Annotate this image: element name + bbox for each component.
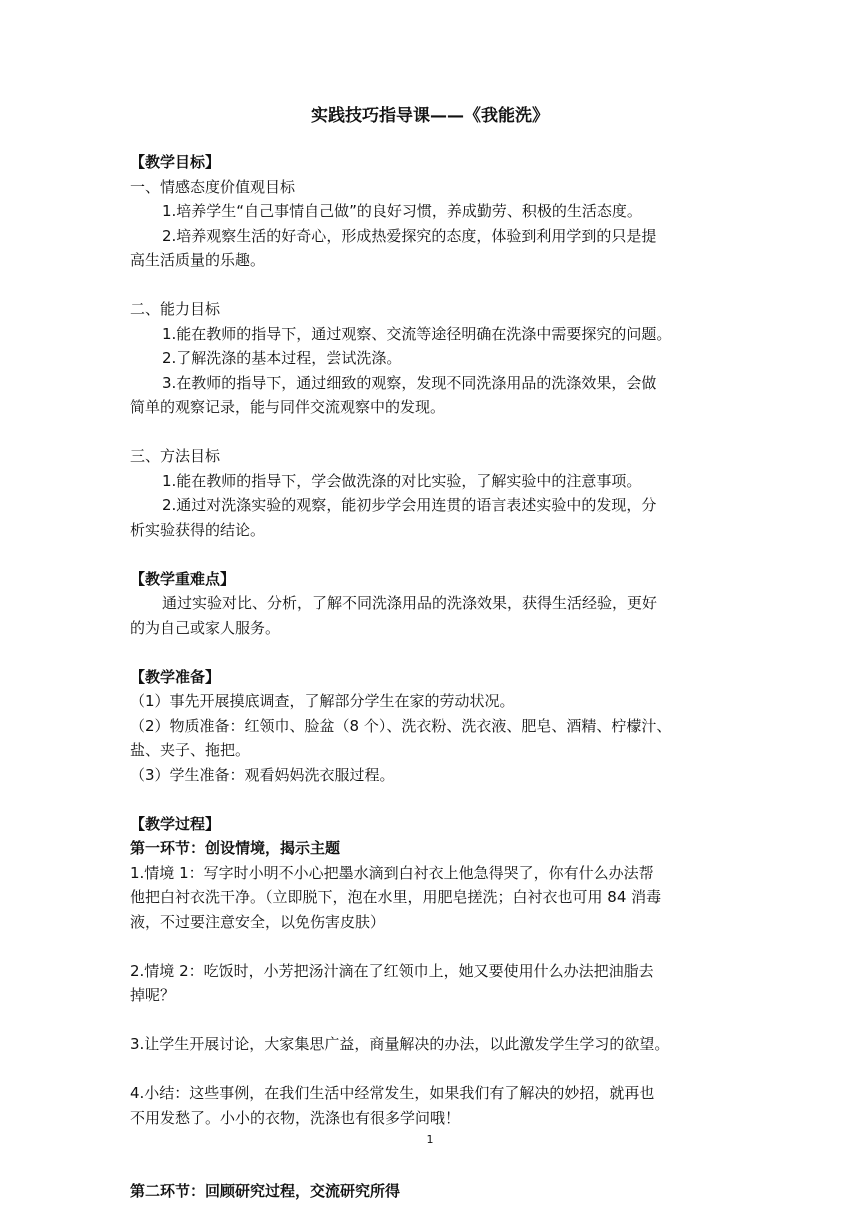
goal2-heading: 二、能力目标 xyxy=(130,300,221,318)
prep-item2-line2: 盐、夹子、拖把。 xyxy=(130,741,251,759)
prep-item2-line1: （2）物质准备：红领巾、脸盆（8 个）、洗衣粉、洗衣液、肥皂、酒精、柠檬汁、 xyxy=(130,716,672,735)
goal1-item2-line1: 2.培养观察生活的好奇心，形成热爱探究的态度，体验到利用学到的只是提 xyxy=(162,226,657,245)
spacer xyxy=(130,273,730,298)
spacer xyxy=(130,934,730,959)
stage1-item1-line1: 1.情境 1：写字时小明不小心把墨水滴到白衬衣上他急得哭了，你有什么办法帮 xyxy=(130,863,654,882)
document-title: 实践技巧指导课——《我能洗》 xyxy=(311,106,549,126)
goal3-item2-line2: 析实验获得的结论。 xyxy=(130,520,266,539)
document-body xyxy=(130,150,730,1204)
stage1-heading: 第一环节：创设情境，揭示主题 xyxy=(130,839,341,857)
goal2-item1: 1.能在教师的指导下，通过观察、交流等途径明确在洗涤中需要探究的问题。 xyxy=(162,324,672,343)
goal3-heading: 三、方法目标 xyxy=(130,447,221,465)
goal3-item1: 1.能在教师的指导下，学会做洗涤的对比实验，了解实验中的注意事项。 xyxy=(162,471,642,490)
goal2-item3-line2: 简单的观察记录，能与同伴交流观察中的发现。 xyxy=(130,398,446,416)
stage1-item3: 3.让学生开展讨论，大家集思广益，商量解决的办法，以此激发学生学习的欲望。 xyxy=(130,1035,670,1053)
prep-item1: （1）事先开展摸底调查，了解部分学生在家的劳动状况。 xyxy=(130,692,515,710)
goal1-item1: 1.培养学生“自己事情自己做”的良好习惯，养成勤劳、积极的生活态度。 xyxy=(162,202,642,220)
stage2-heading: 第二环节：回顾研究过程，交流研究所得 xyxy=(130,1182,401,1200)
stage1-item4-line2: 不用发愁了。小小的衣物，洗涤也有很多学问哦！ xyxy=(130,1108,461,1127)
spacer xyxy=(130,1008,730,1033)
spacer xyxy=(130,640,730,665)
spacer xyxy=(130,1155,730,1180)
spacer xyxy=(130,1057,730,1082)
goal3-item2-line1: 2.通过对洗涤实验的观察，能初步学会用连贯的语言表述实验中的发现，分 xyxy=(162,496,657,514)
spacer xyxy=(130,787,730,812)
process-heading: 【教学过程】 xyxy=(130,814,221,833)
goal2-item2: 2.了解洗涤的基本过程，尝试洗涤。 xyxy=(162,349,402,367)
stage1-item2-line2: 掉呢？ xyxy=(130,986,176,1004)
prep-heading: 【教学准备】 xyxy=(130,667,221,686)
goal2-item3-line1: 3.在教师的指导下，通过细致的观察，发现不同洗涤用品的洗涤效果，会做 xyxy=(162,373,657,392)
stage1-item1-line3: 液，不过要注意安全，以免伤害皮肤） xyxy=(130,912,386,931)
key-text-line2: 的为自己或家人服务。 xyxy=(130,618,281,637)
spacer xyxy=(130,542,730,567)
key-text-line1: 通过实验对比、分析，了解不同洗涤用品的洗涤效果，获得生活经验，更好 xyxy=(162,594,658,612)
page-number: 1 xyxy=(426,1133,434,1146)
goals-heading: 【教学目标】 xyxy=(130,153,221,171)
stage1-item1-line2: 他把白衬衣洗干净。（立即脱下，泡在水里，用肥皂搓洗；白衬衣也可用 84 消毒 xyxy=(130,888,662,906)
goal1-item2-line2: 高生活质量的乐趣。 xyxy=(130,251,266,269)
key-heading: 【教学重难点】 xyxy=(130,569,236,588)
prep-item3: （3）学生准备：观看妈妈洗衣服过程。 xyxy=(130,765,395,784)
stage1-item2-line1: 2.情境 2：吃饭时，小芳把汤汁滴在了红领巾上，她又要使用什么办法把油脂去 xyxy=(130,961,654,980)
goal1-heading: 一、情感态度价值观目标 xyxy=(130,177,296,196)
spacer xyxy=(130,420,730,445)
stage1-item4-line1: 4.小结：这些事例，在我们生活中经常发生，如果我们有了解决的妙招，就再也 xyxy=(130,1084,655,1102)
